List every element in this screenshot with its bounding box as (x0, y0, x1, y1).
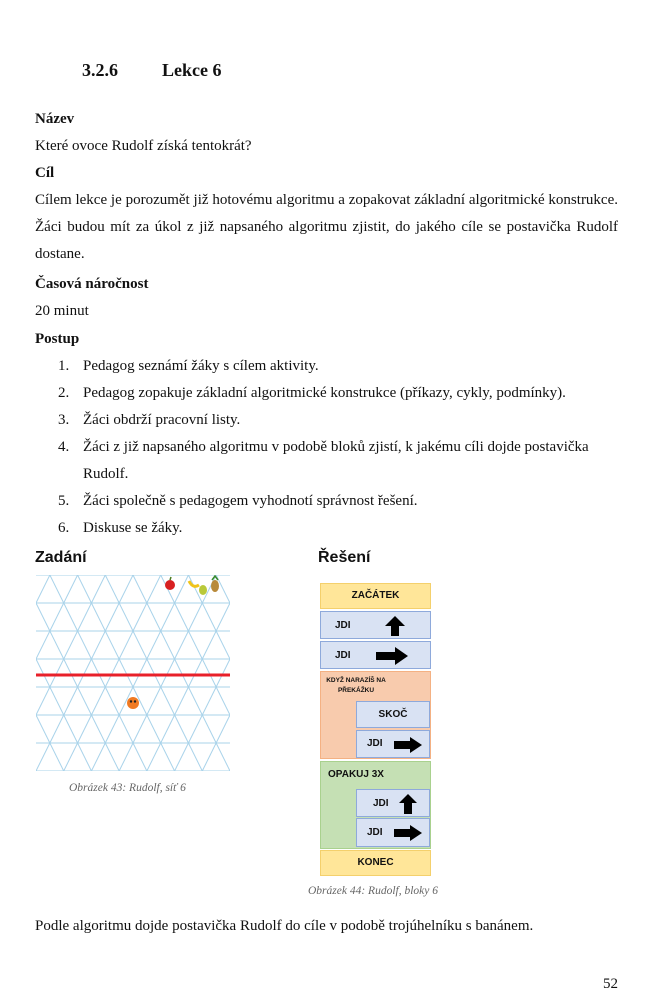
conclusion-text: Podle algoritmu dojde postavička Rudolf do cíle v podobě trojúhelníku s banánem. (35, 918, 534, 934)
list-number: 5. (58, 493, 70, 509)
page-number: 52 (603, 976, 618, 992)
go-block (356, 789, 430, 817)
pineapple-icon (211, 580, 219, 592)
go-block-label: JDI (335, 650, 351, 661)
list-item (35, 515, 618, 542)
section-heading (82, 60, 221, 81)
list-text: Pedagog zopakuje základní algoritmické konstrukce (příkazy, cykly, podmínky). (83, 385, 566, 401)
go-block (320, 641, 431, 669)
list-text: Žáci společně s pedagogem vyhodnotí správnost řešení. (83, 493, 418, 509)
arrow-right-icon (393, 824, 423, 842)
rudolf-character-icon (127, 697, 139, 709)
arrow-up-icon (397, 793, 419, 815)
list-number: 3. (58, 412, 70, 428)
rudolf-eye-icon (130, 700, 132, 702)
list-item (35, 407, 618, 434)
arrow-right-icon (393, 736, 423, 754)
pear-icon (199, 585, 207, 595)
apple-stem-icon (170, 577, 171, 580)
arrow-right-icon (375, 646, 409, 666)
figure-44-caption: Obrázek 44: Rudolf, bloky 6 (308, 885, 438, 897)
list-number: 6. (58, 520, 70, 536)
list-text: Žáci obdrží pracovní listy. (83, 412, 241, 428)
go-block-label: JDI (335, 620, 351, 631)
section-title: Lekce 6 (162, 60, 222, 80)
go-block (356, 730, 430, 758)
list-number: 4. (58, 439, 70, 455)
section-number: 3.2.6 (82, 60, 118, 80)
end-block: KONEC (320, 850, 431, 876)
nazev-text: Které ovoce Rudolf získá tentokrát? (35, 138, 252, 154)
go-block (356, 818, 430, 847)
list-number: 2. (58, 385, 70, 401)
go-block-label: JDI (373, 798, 389, 809)
jump-block: SKOČ (356, 701, 430, 728)
postup-label: Postup (35, 331, 80, 347)
apple-icon (165, 580, 175, 590)
if-obstacle-line1: KDYŽ NARAZÍŠ NA (326, 677, 386, 684)
list-item (35, 380, 618, 407)
list-item (35, 434, 618, 488)
go-block (320, 611, 431, 639)
list-item (35, 353, 618, 380)
go-block-label: JDI (367, 827, 383, 838)
cil-label: Cíl (35, 165, 55, 181)
grid-background (36, 575, 230, 771)
rudolf-grid-figure (36, 575, 230, 771)
rudolf-eye-icon (134, 700, 136, 702)
start-block: ZAČÁTEK (320, 583, 431, 609)
postup-list (35, 353, 618, 542)
reseni-label: Řešení (318, 549, 371, 566)
list-text: Žáci z již napsaného algoritmu v podobě bloků zjistí, k jakému cíli dojde postavička Rudolf. (83, 439, 589, 482)
if-obstacle-line2: PŘEKÁŽKU (337, 687, 375, 694)
list-number: 1. (58, 358, 70, 374)
if-obstacle-label (321, 676, 391, 696)
narocnost-label: Časová náročnost (35, 276, 149, 292)
repeat-label: OPAKUJ 3X (328, 769, 384, 780)
list-text: Pedagog seznámí žáky s cílem aktivity. (83, 358, 319, 374)
list-item (35, 488, 618, 515)
nazev-label: Název (35, 111, 75, 127)
list-text: Diskuse se žáky. (83, 520, 183, 536)
figure-43-caption: Obrázek 43: Rudolf, síť 6 (69, 782, 186, 794)
narocnost-text: 20 minut (35, 303, 89, 319)
zadani-label: Zadání (35, 549, 87, 566)
go-block-label: JDI (367, 738, 383, 749)
cil-text: Cílem lekce je porozumět již hotovému algoritmu a zopakovat základní algoritmické konstrukce. Žáci budou mít za úkol z již napsaného algoritmu zjistit, do jakého cíle se postavička Rudolf dostane. (35, 192, 618, 262)
arrow-up-icon (383, 615, 407, 637)
